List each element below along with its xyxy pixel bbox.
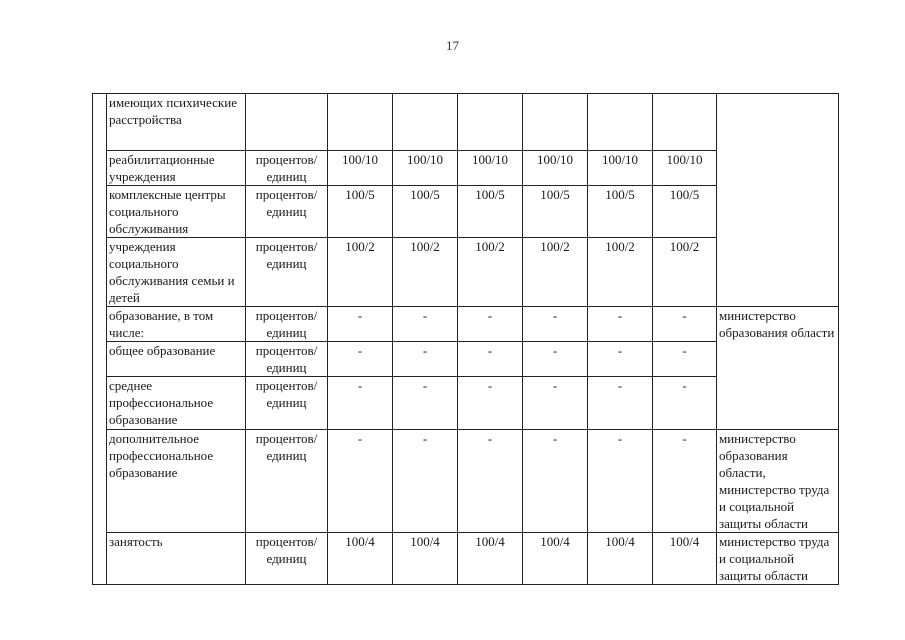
value-cell: 100/4 xyxy=(588,533,653,585)
indicator-cell: общее образование xyxy=(107,342,246,377)
indicator-cell: образование, в том числе: xyxy=(107,307,246,342)
indicator-cell: дополнительное профессиональное образование xyxy=(107,430,246,533)
value-cell: 100/10 xyxy=(588,151,653,186)
unit-cell xyxy=(246,94,328,151)
indicator-cell: учреждения социального обслуживания семьи и детей xyxy=(107,238,246,307)
unit-cell: процентов/ единиц xyxy=(246,342,328,377)
value-cell: - xyxy=(458,430,523,533)
value-cell: - xyxy=(588,377,653,430)
value-cell: 100/10 xyxy=(328,151,393,186)
value-cell: 100/2 xyxy=(328,238,393,307)
value-cell: 100/4 xyxy=(393,533,458,585)
value-cell: 100/5 xyxy=(523,186,588,238)
indicator-cell: занятость xyxy=(107,533,246,585)
responsible-cell-empty xyxy=(717,94,839,307)
responsible-cell: министерство образования области xyxy=(717,307,839,430)
indicator-cell: комплексные центры социального обслуживания xyxy=(107,186,246,238)
value-cell: - xyxy=(458,377,523,430)
value-cell: 100/10 xyxy=(523,151,588,186)
value-cell: 100/5 xyxy=(653,186,717,238)
indicator-cell: имеющих психические расстройства xyxy=(107,94,246,151)
value-cell: - xyxy=(588,342,653,377)
value-cell: 100/5 xyxy=(328,186,393,238)
value-cell: 100/2 xyxy=(458,238,523,307)
value-cell: - xyxy=(328,342,393,377)
value-cell: 100/10 xyxy=(458,151,523,186)
value-cell: 100/10 xyxy=(653,151,717,186)
table-row xyxy=(93,94,839,151)
value-cell: - xyxy=(523,342,588,377)
value-cell: 100/2 xyxy=(588,238,653,307)
value-cell: - xyxy=(653,342,717,377)
value-cell xyxy=(588,94,653,151)
value-cell: 100/5 xyxy=(393,186,458,238)
value-cell: 100/4 xyxy=(458,533,523,585)
value-cell: - xyxy=(393,307,458,342)
table-row xyxy=(93,307,839,342)
page-number: 17 xyxy=(446,38,459,53)
value-cell: 100/4 xyxy=(328,533,393,585)
unit-cell: процентов/ единиц xyxy=(246,238,328,307)
value-cell: - xyxy=(523,430,588,533)
unit-cell: процентов/ единиц xyxy=(246,151,328,186)
value-cell: - xyxy=(523,377,588,430)
value-cell xyxy=(653,94,717,151)
value-cell: 100/4 xyxy=(653,533,717,585)
value-cell: - xyxy=(458,342,523,377)
value-cell: 100/5 xyxy=(588,186,653,238)
value-cell: 100/2 xyxy=(523,238,588,307)
value-cell: 100/2 xyxy=(393,238,458,307)
value-cell: - xyxy=(393,377,458,430)
value-cell: 100/5 xyxy=(458,186,523,238)
indicator-cell: реабилитационные учреждения xyxy=(107,151,246,186)
value-cell xyxy=(523,94,588,151)
unit-cell: процентов/ единиц xyxy=(246,377,328,430)
value-cell: - xyxy=(653,430,717,533)
value-cell xyxy=(393,94,458,151)
unit-cell: процентов/ единиц xyxy=(246,430,328,533)
value-cell xyxy=(328,94,393,151)
table-row xyxy=(93,430,839,533)
value-cell: 100/10 xyxy=(393,151,458,186)
value-cell xyxy=(458,94,523,151)
indicator-cell: среднее профессиональное образование xyxy=(107,377,246,430)
unit-cell: процентов/ единиц xyxy=(246,533,328,585)
value-cell: - xyxy=(328,430,393,533)
value-cell: - xyxy=(523,307,588,342)
value-cell: 100/4 xyxy=(523,533,588,585)
value-cell: - xyxy=(653,377,717,430)
value-cell: - xyxy=(328,377,393,430)
unit-cell: процентов/ единиц xyxy=(246,307,328,342)
responsible-cell: министерство образования области, министерство труда и социальной защиты области xyxy=(717,430,839,533)
value-cell: - xyxy=(588,430,653,533)
value-cell: 100/2 xyxy=(653,238,717,307)
value-cell: - xyxy=(588,307,653,342)
value-cell: - xyxy=(393,430,458,533)
number-column-cell xyxy=(93,94,107,585)
value-cell: - xyxy=(328,307,393,342)
value-cell: - xyxy=(458,307,523,342)
unit-cell: процентов/ единиц xyxy=(246,186,328,238)
table-row xyxy=(93,533,839,585)
value-cell: - xyxy=(393,342,458,377)
value-cell: - xyxy=(653,307,717,342)
responsible-cell: министерство труда и социальной защиты области xyxy=(717,533,839,585)
indicators-table xyxy=(92,93,839,585)
